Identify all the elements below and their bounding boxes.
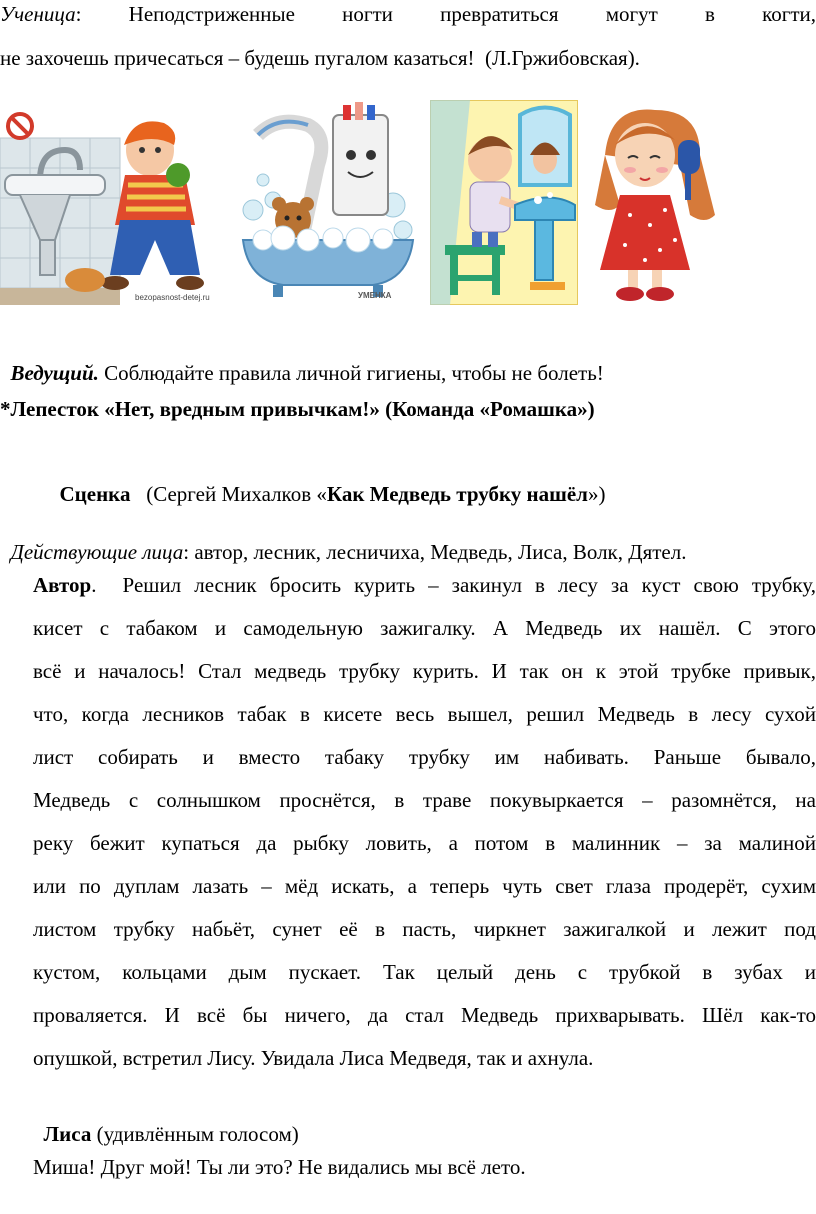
author-speaker: Автор [33,573,92,597]
author-line: лист собирать и вместо табаку трубку им набивать. Раньше бывало, [33,745,816,769]
author-line: листом трубку набьёт, сунет её в пасть, чиркнет зажигалкой и лежит под [33,917,816,941]
author-line: реку бежит купаться да рыбку ловить, а потом в малинник – за малиной [33,831,816,855]
cast-text: : автор, лесник, лесничиха, Медведь, Лиса, Волк, Дятел. [183,540,687,564]
no-sign-icon [8,114,32,138]
intro-line1-text: : Неподстриженные ногти превратиться могут в когти, [75,2,816,26]
girl-washing-illustration [430,100,578,305]
intro-speaker: Ученица [0,2,76,26]
host-speaker: Ведущий. [10,361,99,385]
host-text: Соблюдайте правила личной гигиены, чтобы не болеть! [98,361,604,385]
author-line: что, когда лесников табак в кисете весь вышел, решил Медведь в лесу сухой [33,702,816,726]
author-line: проваляется. И всё бы ничего, да стал Медведь прихварывать. Шёл как-то [33,1003,816,1027]
fox-speaker-line [33,1097,299,1147]
fox-line: Миша! Друг мой! Ты ли это? Не видались мы всё лето. [33,1155,526,1179]
author-line: Автор. Решил лесник бросить курить – закинул в лесу за куст свою трубку, [33,573,816,597]
host-line [0,336,604,386]
img2-watermark: УМЕНКА [358,291,392,300]
bear-in-bath-illustration [233,100,421,305]
author-line: Медведь с солнышком проснётся, в траве покувыркается – разомнётся, на [33,788,816,812]
cast-label: Действующие лица [10,540,184,564]
petal-heading: *Лепесток «Нет, вредным привычкам!» (Команда «Ромашка») [0,397,595,421]
scene-line [49,457,605,507]
author-line: или по дуплам лазать – мёд искать, а теперь чуть свет глаза продерёт, сухим [33,874,816,898]
author-line: кисет с табаком и самодельную зажигалку. А Медведь их нашёл. С этого [33,616,816,640]
author-line: всё и началось! Стал медведь трубку курить. И так он к этой трубке привык, [33,659,816,683]
cast-line [0,515,686,565]
scene-author-post: ») [587,482,606,506]
scene-title: Как Медведь трубку нашёл [326,482,588,506]
img1-watermark: bezopasnost-detej.ru [135,293,210,302]
illustrations-strip [0,100,816,305]
fox-direction: (удивлённым голосом) [91,1122,299,1146]
boy-washing-illustration [0,100,225,305]
girl-brushing-hair-illustration [590,100,720,305]
fox-speaker: Лиса [43,1122,92,1146]
author-line: кустом, кольцами дым пускает. Так целый день с трубкой в зубах и [33,960,816,984]
scene-label: Сценка [59,482,131,506]
scene-author-pre: (Сергей Михалков « [130,482,327,506]
intro-line-1 [0,2,816,27]
author-line: опушкой, встретил Лису. Увидала Лиса Медведя, так и ахнула. [33,1046,594,1070]
intro-line-2: не захочешь причесаться – будешь пугалом казаться! (Л.Гржибовская). [0,46,640,70]
